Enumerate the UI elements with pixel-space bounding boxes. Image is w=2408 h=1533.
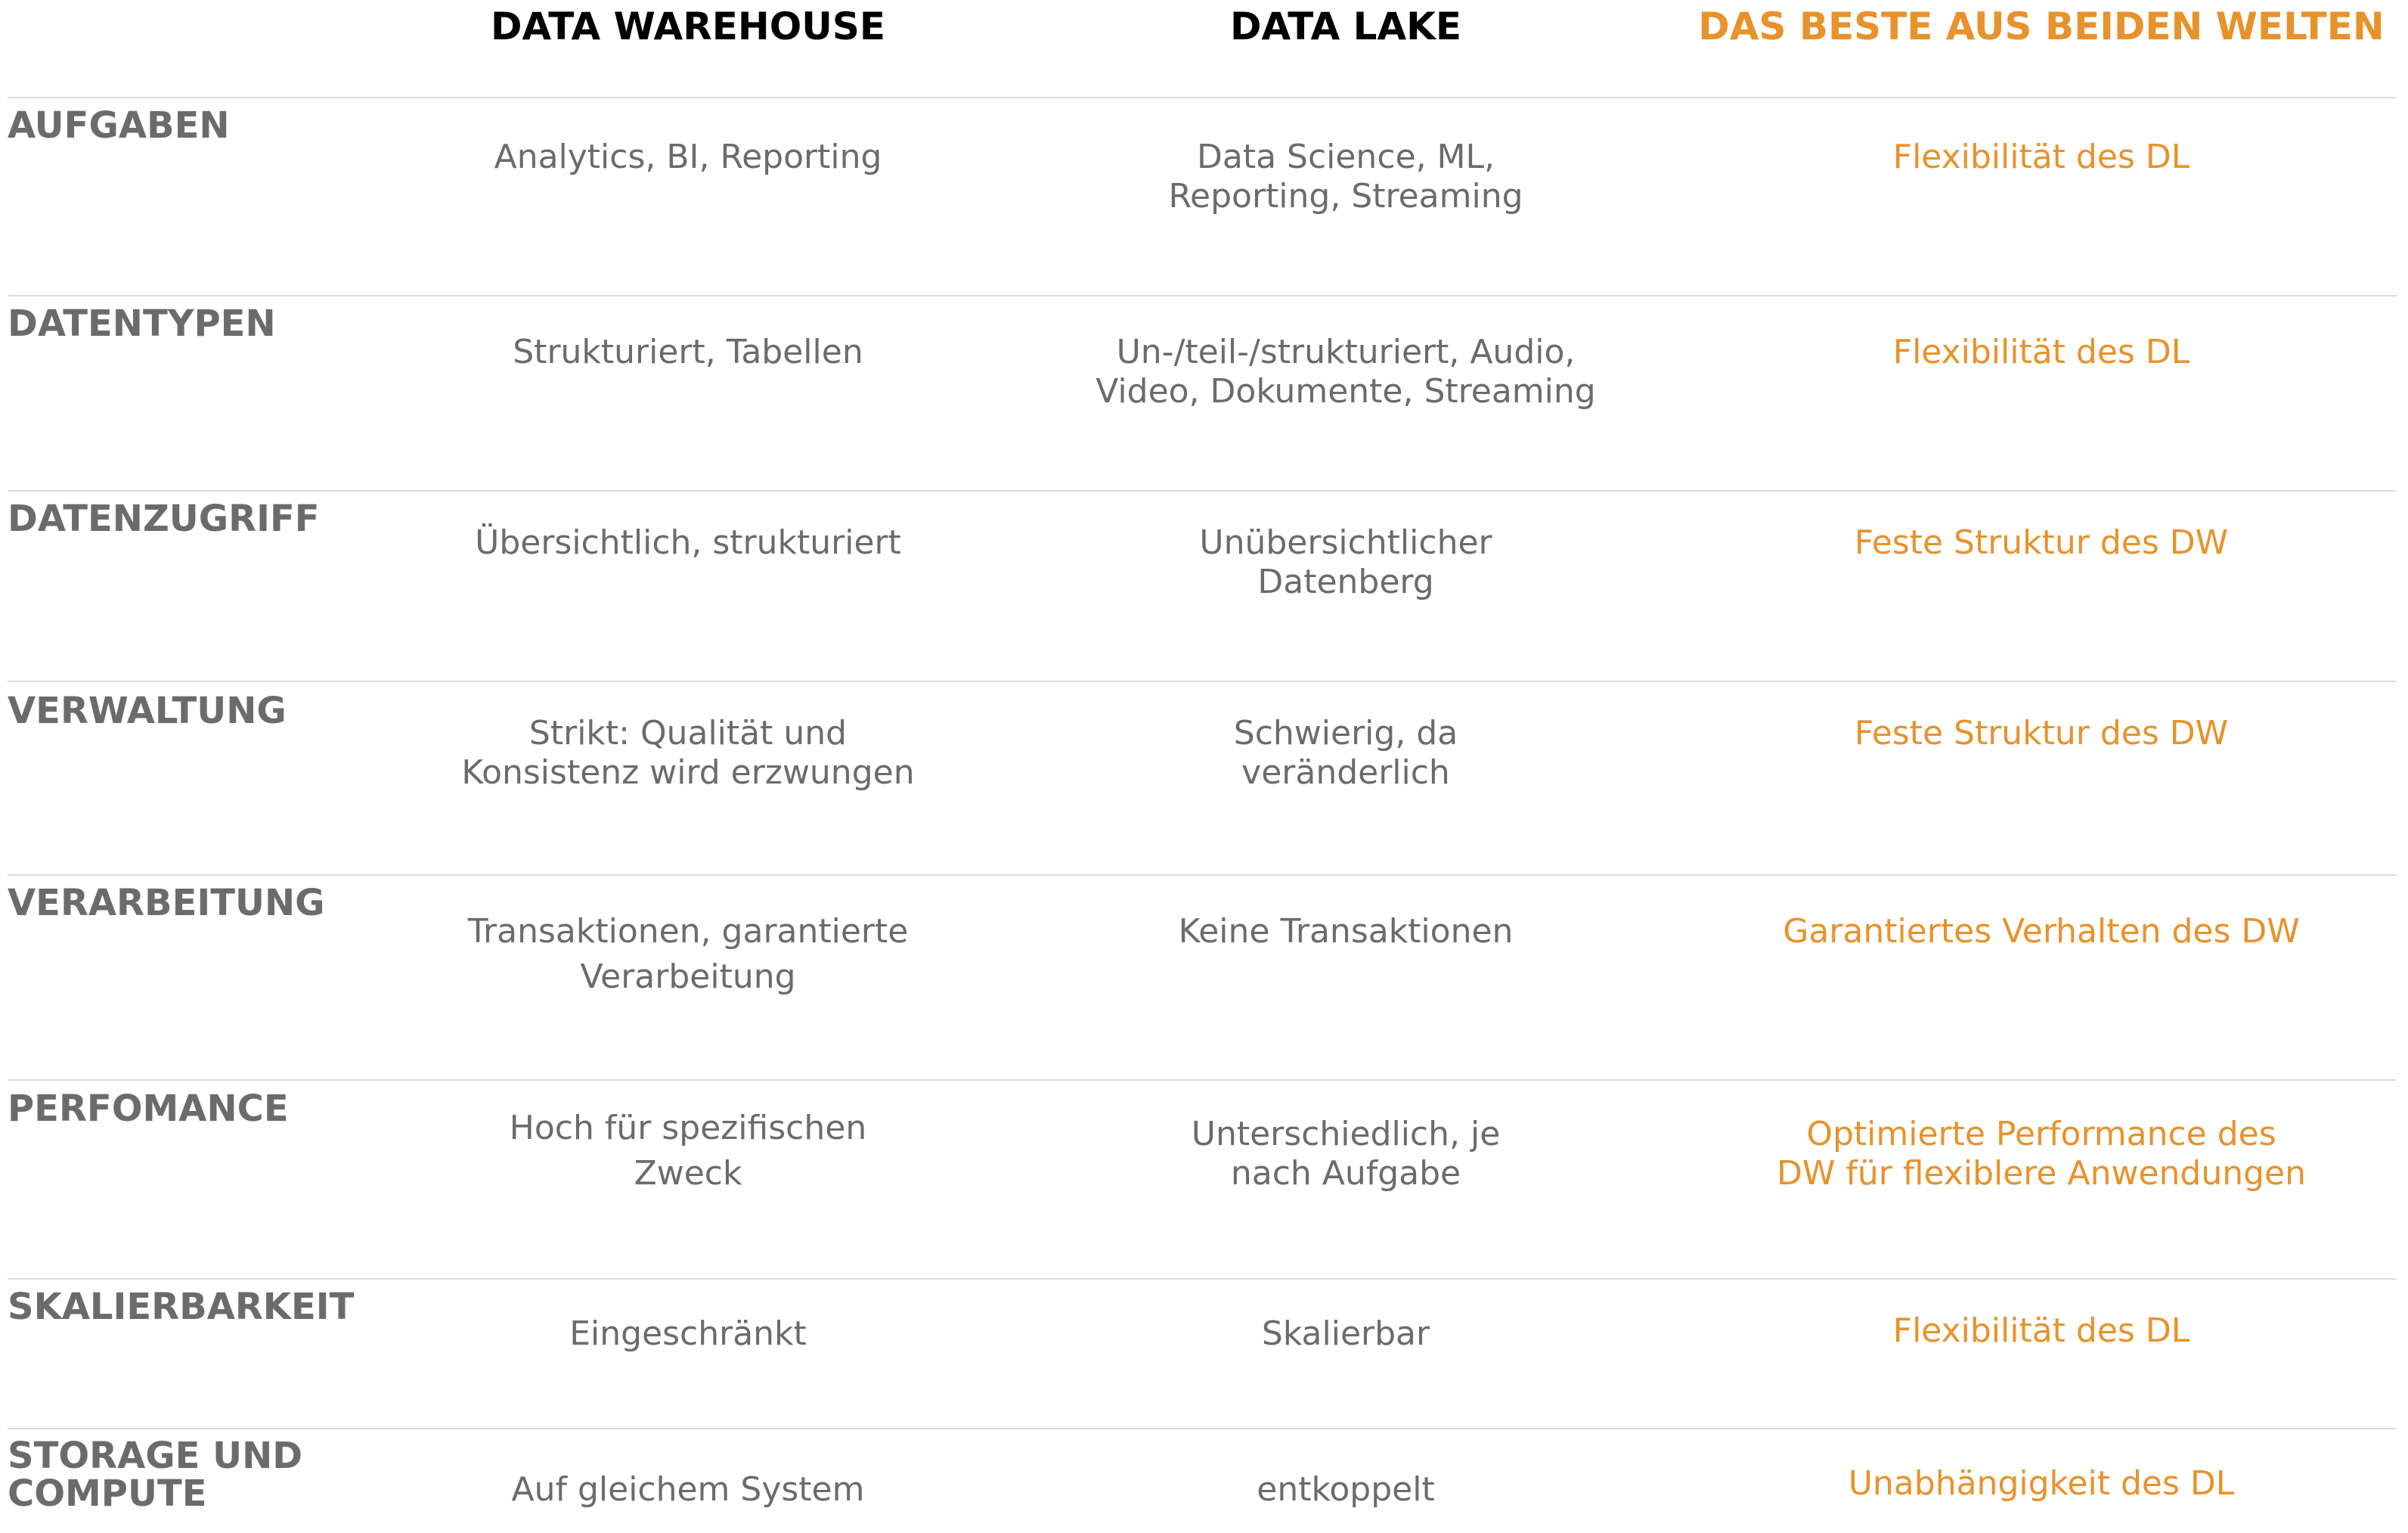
cell-best: Optimierte Performance des DW für flexiblere Anwendungen [1776,1115,2307,1193]
cell-lake: entkoppelt [1257,1470,1435,1509]
cell-lake: Un-/teil-/strukturiert, Audio, Video, Dokumente, Streaming [1096,333,1596,411]
row-label: STORAGE UND COMPUTE [8,1435,303,1515]
row-divider [8,295,2397,296]
cell-warehouse: Übersichtlich, strukturiert [475,523,901,562]
cell-warehouse: Analytics, BI, Reporting [494,138,882,176]
cell-best: Unabhängigkeit des DL [1848,1464,2235,1503]
cell-best: Flexibilität des DL [1892,138,2190,176]
cell-best: Flexibilität des DL [1892,333,2190,371]
cell-best: Feste Struktur des DW [1854,523,2229,562]
row-divider [8,681,2397,682]
cell-best: Flexibilität des DL [1892,1311,2190,1350]
row-divider [8,490,2397,492]
cell-warehouse: Strukturiert, Tabellen [513,333,863,371]
row-label: DATENZUGRIFF [8,498,320,540]
row-label: SKALIERBARKEIT [8,1286,355,1328]
row-label: VERARBEITUNG [8,882,325,924]
cell-warehouse: Hoch für spezifischen Zweck [509,1109,867,1193]
cell-warehouse: Eingeschränkt [569,1314,807,1353]
cell-lake: Unübersichtlicher Datenberg [1199,523,1492,601]
row-label: PERFOMANCE [8,1088,289,1130]
cell-lake: Data Science, ML, Reporting, Streaming [1168,138,1523,216]
row-label: AUFGABEN [8,104,230,147]
header-best-of-both: DAS BESTE AUS BEIDEN WELTEN [1698,5,2385,48]
cell-lake: Keine Transaktionen [1178,912,1514,951]
row-divider [8,1278,2397,1280]
cell-warehouse: Strikt: Qualität und Konsistenz wird erzwungen [461,714,915,792]
row-divider [8,1428,2397,1429]
cell-lake: Skalierbar [1261,1314,1430,1353]
row-label: DATENTYPEN [8,303,276,345]
row-label: VERWALTUNG [8,690,287,732]
cell-warehouse: Auf gleichem System [511,1470,865,1509]
row-divider [8,874,2397,876]
cell-lake: Schwierig, da veränderlich [1233,714,1458,792]
header-data-lake: DATA LAKE [1229,5,1462,48]
cell-best: Garantiertes Verhalten des DW [1783,912,2300,951]
cell-warehouse: Transaktionen, garantierte Verarbeitung [467,912,909,996]
header-data-warehouse: DATA WAREHOUSE [490,5,886,48]
row-divider [8,1079,2397,1081]
cell-lake: Unterschiedlich, je nach Aufgabe [1191,1115,1501,1193]
cell-best: Feste Struktur des DW [1854,714,2229,753]
row-divider [8,97,2397,98]
